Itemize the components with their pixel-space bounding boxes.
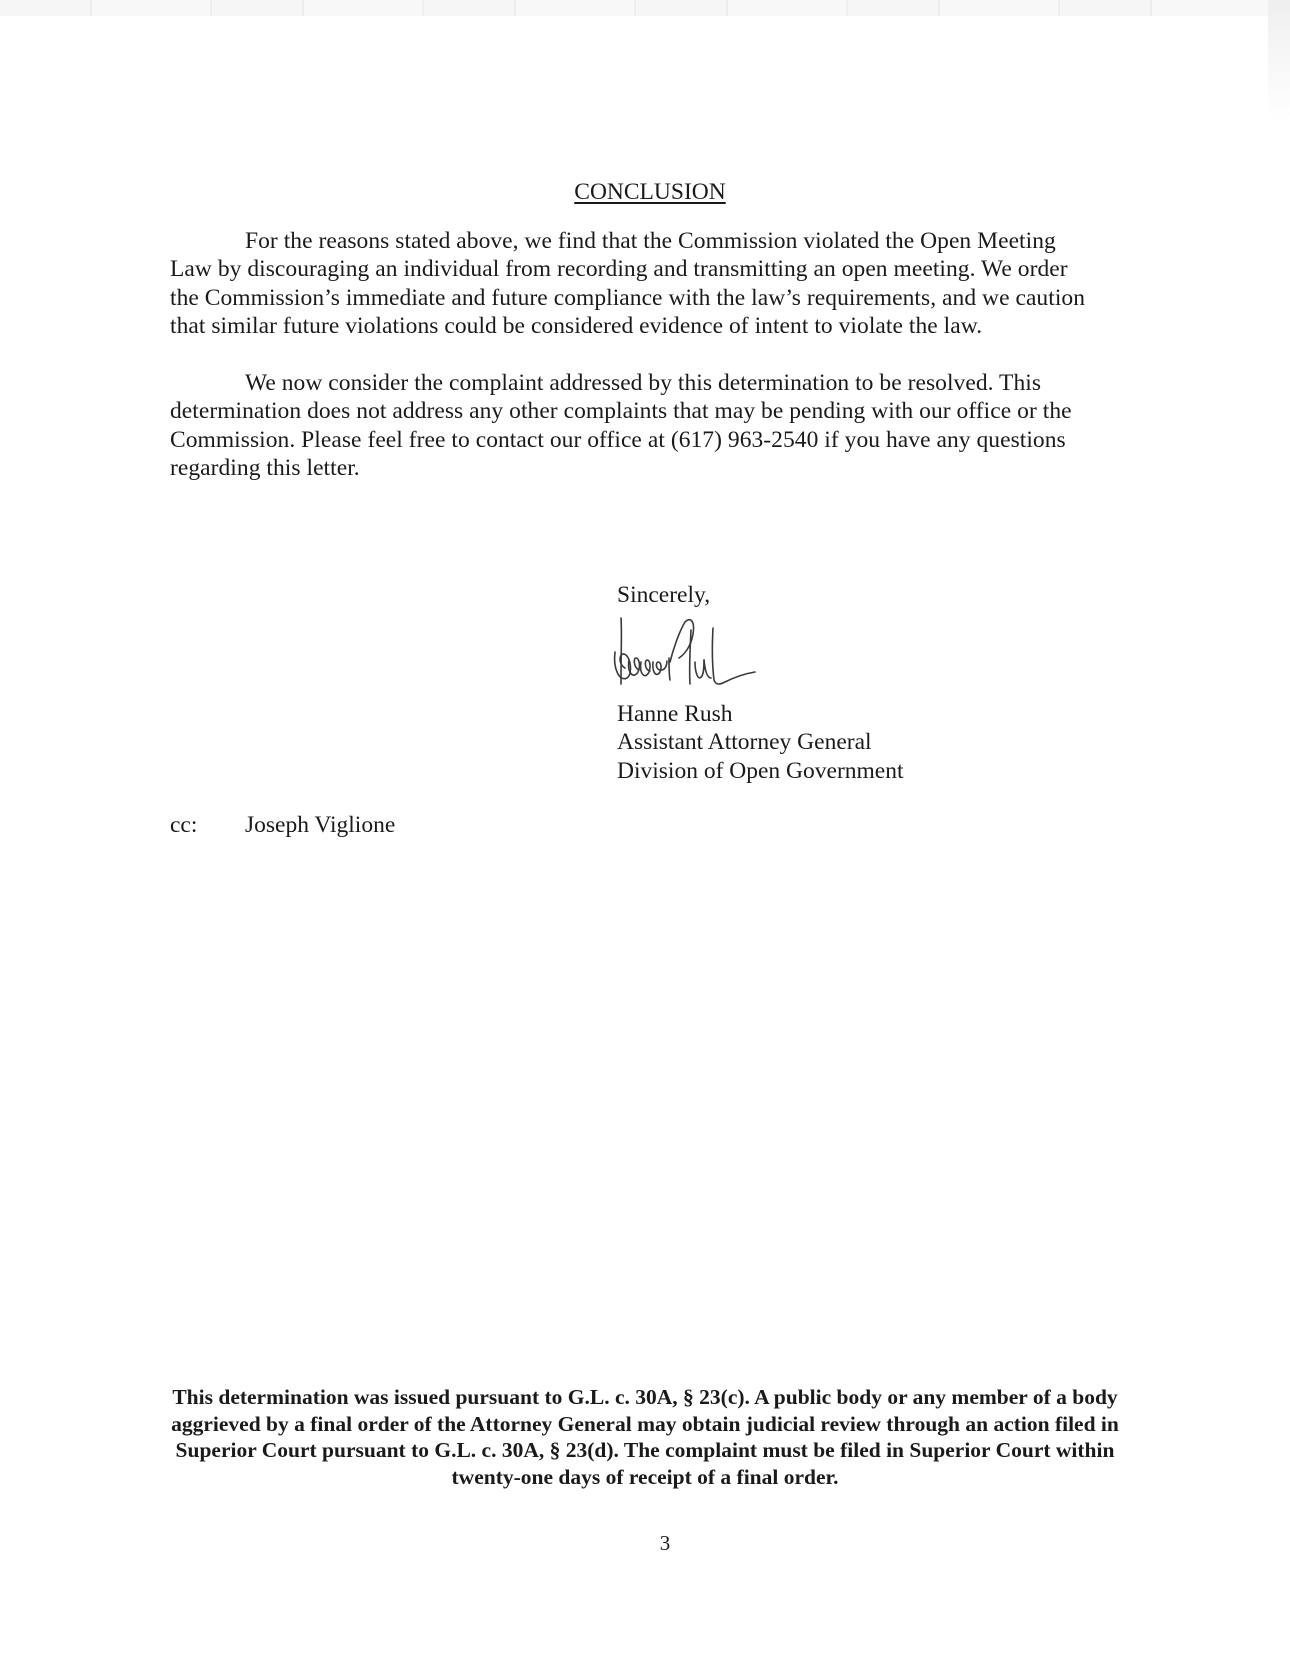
scan-artifact-strip [0, 0, 1290, 16]
closing-salutation: Sincerely, [617, 582, 711, 608]
signer-title: Assistant Attorney General [617, 729, 872, 755]
cc-line [170, 811, 395, 840]
signer-division: Division of Open Government [617, 757, 904, 784]
handwritten-signature [609, 612, 759, 696]
cc-recipient: Joseph Viglione [245, 812, 396, 838]
page-number: 3 [659, 1531, 671, 1555]
signer-name: Hanne Rush [617, 700, 733, 727]
letter-body [170, 178, 1100, 483]
paragraph-resolution: We now consider the complaint addressed by this determination to be resolved. This determination does not address any other complaints that may be pending with our office or the Commission. Please feel free to contact our office at (617) 963-2540 if you have any questions regarding this letter. [170, 369, 1072, 481]
legal-notice: This determination was issued pursuant to G.L. c. 30A, § 23(c). A public body or any member of a body aggrieved by a final order of the Attorney General may obtain judicial review through an action filed in Superior Court pursuant to G.L. c. 30A, § 23(d). The complaint must be filed in Superior Court within twenty-one days of receipt of a final order. [171, 1385, 1119, 1489]
signature-block [617, 581, 904, 785]
section-heading: CONCLUSION [574, 179, 726, 205]
scan-artifact-edge [1268, 0, 1290, 120]
cc-label: cc: [170, 812, 198, 838]
paragraph-conclusion: For the reasons stated above, we find that the Commission violated the Open Meeting Law by discouraging an individual from recording and transmitting an open meeting. We order the Commission’s immediate and future compliance with the law’s requirements, and we caution that similar future violations could be considered evidence of intent to violate the law. [170, 227, 1085, 339]
